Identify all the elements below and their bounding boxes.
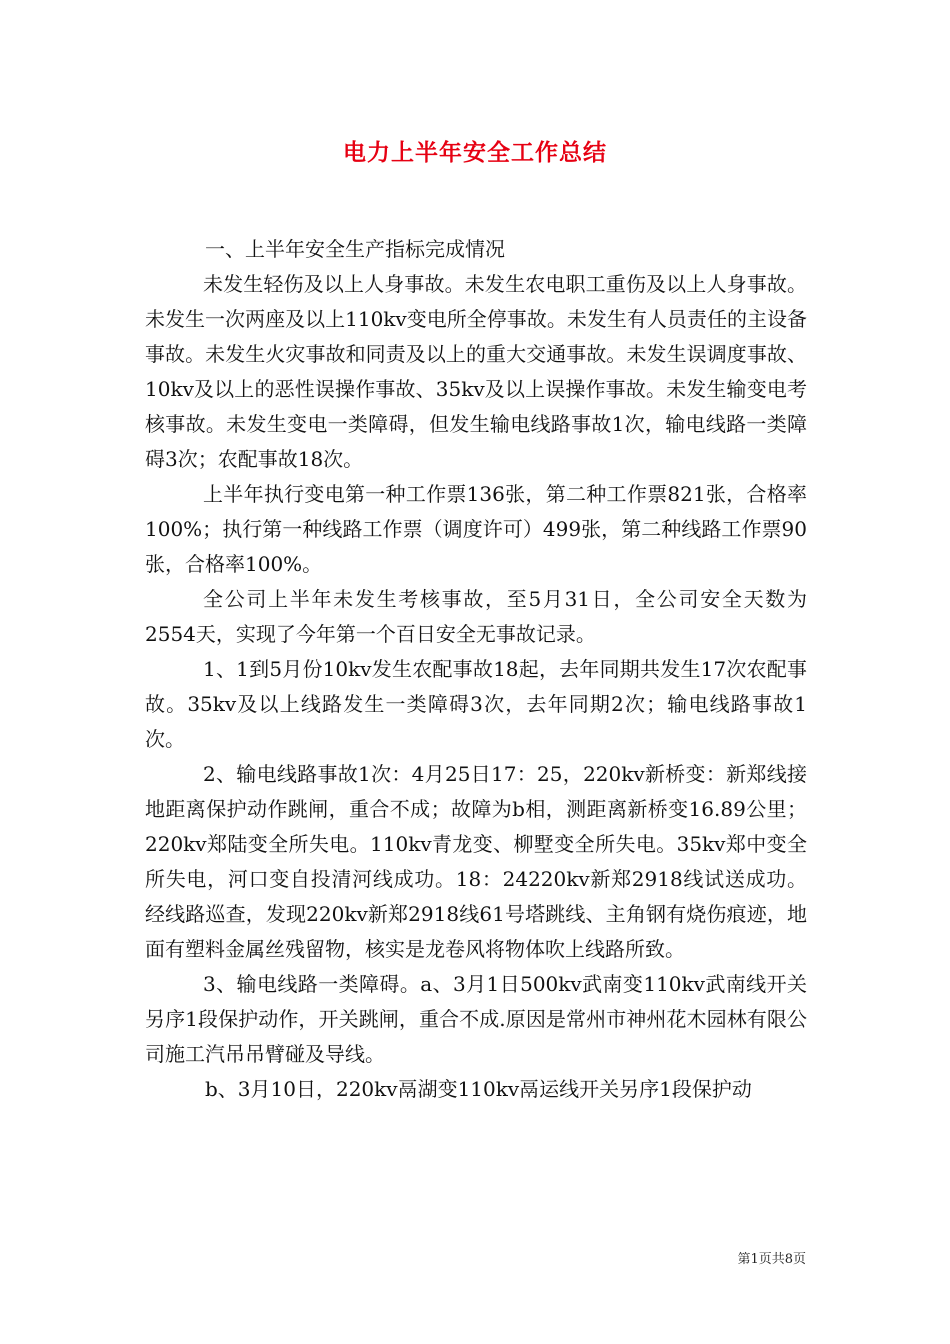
paragraph-injury-summary: 未发生轻伤及以上人身事故。未发生农电职工重伤及以上人身事故。未发生一次两座及以上110kv变电所全停事故。未发生有人员责任的主设备事故。未发生火灾事故和同责及以上的重大交通事故。未发生误调度事故、10kv及以上的恶性误操作事故、35kv及以上误操作事故。未发生输变电考核事故。未发生变电一类障碍，但发生输电线路事故1次，输电线路一类障碍3次；农配事故18次。 [145, 272, 807, 471]
paragraph-safety-days: 全公司上半年未发生考核事故，至5月31日，全公司安全天数为2554天，实现了今年第一个百日安全无事故记录。 [145, 587, 807, 646]
paragraph-item-3: 3、输电线路一类障碍。a、3月1日500kv武南变110kv武南线开关另序1段保护动作，开关跳闸，重合不成.原因是常州市神州花木园林有限公司施工汽吊吊臂碰及导线。 [145, 972, 807, 1066]
page-title: 电力上半年安全工作总结 [343, 139, 607, 166]
paragraph-item-3b: b、3月10日，220kv鬲湖变110kv鬲运线开关另序1段保护动 [205, 1077, 752, 1101]
document-body [145, 232, 807, 1107]
paragraph-item-1: 1、1到5月份10kv发生农配事故18起，去年同期共发生17次农配事故。35kv及以上线路发生一类障碍3次，去年同期2次；输电线路事故1次。 [145, 657, 807, 751]
section-heading: 一、上半年安全生产指标完成情况 [205, 237, 505, 261]
page-number: 第1页共8页 [737, 1252, 806, 1267]
paragraph-item-2: 2、输电线路事故1次：4月25日17：25，220kv新桥变：新郑线接地距离保护动作跳闸，重合不成；故障为b相，测距离新桥变16.89公里；220kv郑陆变全所失电。110kv青龙变、柳墅变全所失电。35kv郑中变全所失电，河口变自投清河线成功。18：24220kv新郑2918线试送成功。经线路巡查，发现220kv新郑2918线61号塔跳线、主角钢有烧伤痕迹，地面有塑料金属丝残留物，核实是龙卷风将物体吹上线路所致。 [145, 762, 807, 961]
paragraph-work-tickets: 上半年执行变电第一种工作票136张，第二种工作票821张，合格率100%；执行第一种线路工作票（调度许可）499张，第二种线路工作票90张，合格率100%。 [145, 482, 807, 576]
